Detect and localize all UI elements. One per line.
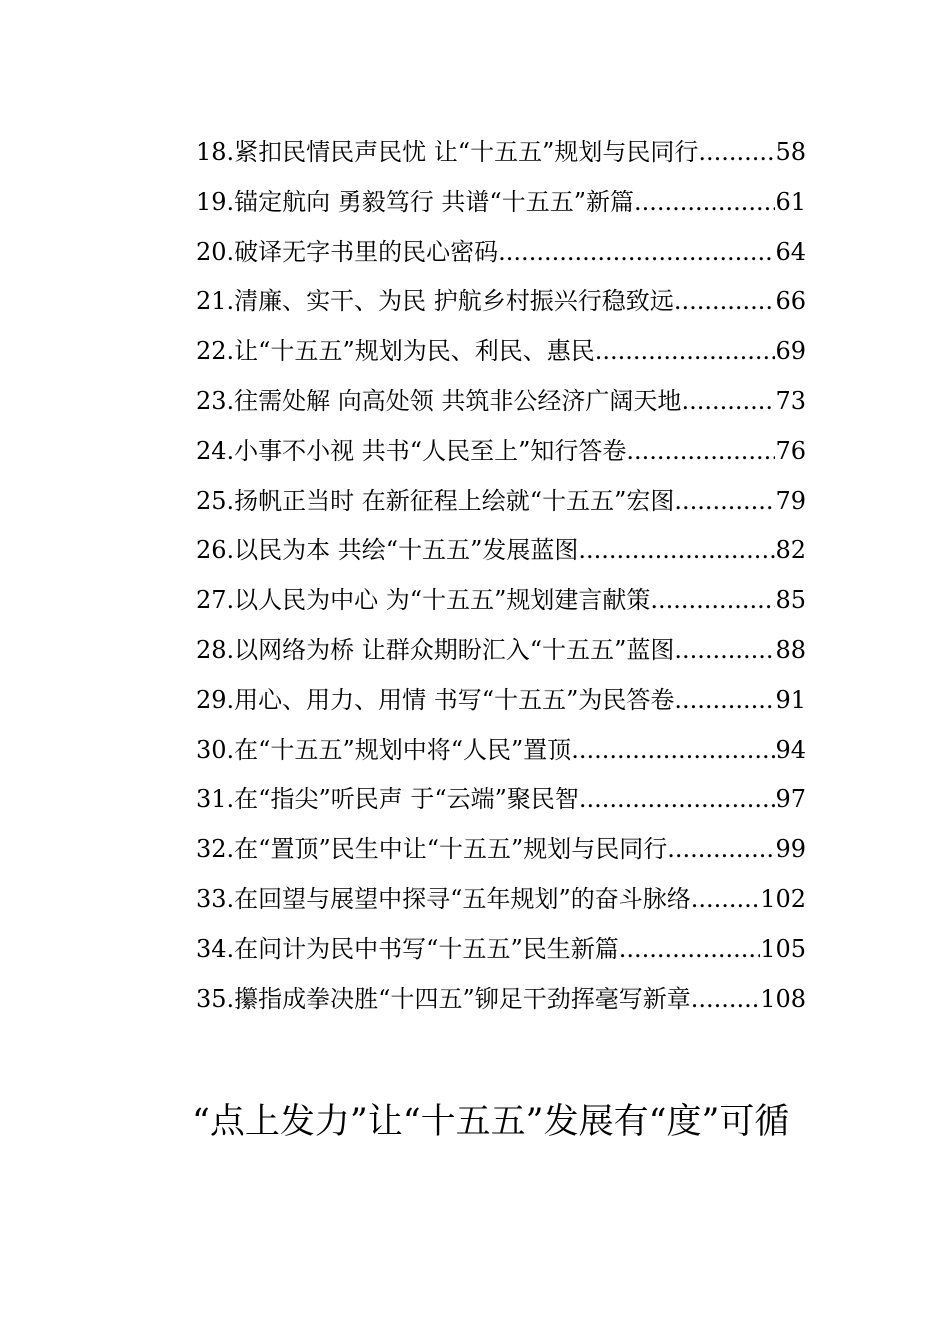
toc-entry[interactable] — [196, 979, 806, 1029]
toc-entry-number: 34. — [196, 934, 235, 963]
toc-dot-leader — [619, 929, 760, 969]
toc-entry-page: 105 — [760, 934, 806, 963]
toc-entry-title: 锚定航向 勇毅笃行 共谱“十五五”新篇 — [234, 187, 634, 216]
toc-entry[interactable] — [196, 281, 806, 331]
table-of-contents — [196, 132, 806, 1028]
toc-entry-title: 扬帆正当时 在新征程上绘就“十五五”宏图 — [234, 486, 675, 515]
toc-entry-number: 21. — [196, 287, 235, 316]
toc-entry-title: 在“指尖”听民声 于“云端”聚民智 — [234, 785, 579, 814]
toc-entry-number: 20. — [196, 237, 235, 266]
toc-entry[interactable] — [196, 779, 806, 829]
toc-entry-title: 在“置顶”民生中让“十五五”规划与民同行 — [234, 835, 668, 864]
toc-dot-leader — [691, 879, 760, 919]
toc-entry-number: 30. — [196, 735, 235, 764]
toc-entry-number: 26. — [196, 536, 235, 565]
toc-dot-leader — [681, 381, 775, 421]
toc-dot-leader — [674, 630, 775, 670]
toc-entry[interactable] — [196, 182, 806, 232]
toc-entry-page: 58 — [775, 138, 806, 166]
toc-entry-number: 33. — [196, 884, 235, 913]
toc-entry-number: 25. — [196, 486, 235, 515]
toc-entry-number: 19. — [196, 187, 235, 216]
toc-entry[interactable] — [196, 431, 806, 481]
toc-entry-page: 99 — [775, 835, 806, 864]
toc-dot-leader — [578, 530, 775, 570]
toc-entry-title: 让“十五五”规划为民、利民、惠民 — [234, 337, 595, 366]
toc-entry[interactable] — [196, 730, 806, 780]
toc-entry-number: 28. — [196, 635, 235, 664]
toc-entry-page: 79 — [775, 486, 806, 515]
toc-entry-title: 在回望与展望中探寻“五年规划”的奋斗脉络 — [234, 884, 691, 913]
toc-dot-leader — [626, 431, 775, 471]
toc-entry-page: 102 — [760, 884, 806, 913]
toc-entry-page: 88 — [775, 635, 806, 664]
toc-entry-number: 29. — [196, 685, 235, 714]
toc-dot-leader — [674, 680, 775, 720]
toc-entry[interactable] — [196, 829, 806, 879]
toc-dot-leader — [595, 331, 776, 371]
toc-entry[interactable] — [196, 879, 806, 929]
toc-entry[interactable] — [196, 481, 806, 531]
toc-entry-number: 35. — [196, 984, 235, 1013]
toc-entry-page: 69 — [775, 337, 806, 366]
toc-entry-page: 66 — [775, 287, 806, 316]
toc-entry[interactable] — [196, 630, 806, 680]
toc-entry[interactable] — [196, 580, 806, 630]
toc-entry[interactable] — [196, 232, 806, 282]
toc-entry[interactable] — [196, 381, 806, 431]
toc-entry-title: 以人民为中心 为“十五五”规划建言献策 — [234, 586, 651, 615]
toc-entry[interactable] — [196, 680, 806, 730]
toc-entry-page: 73 — [775, 386, 806, 415]
section-title: “点上发力”让“十五五”发展有“度”可循 — [192, 1102, 790, 1142]
toc-dot-leader — [571, 730, 775, 770]
toc-entry-number: 24. — [196, 436, 235, 465]
toc-entry-title: 在“十五五”规划中将“人民”置顶 — [234, 735, 572, 764]
toc-entry-page: 64 — [775, 237, 806, 266]
toc-dot-leader — [698, 132, 775, 172]
toc-entry-page: 61 — [775, 187, 806, 216]
toc-dot-leader — [498, 232, 775, 272]
toc-entry-title: 在问计为民中书写“十五五”民生新篇 — [234, 934, 619, 963]
toc-entry-page: 85 — [775, 586, 806, 615]
toc-entry-page: 94 — [775, 735, 806, 764]
toc-entry[interactable] — [196, 331, 806, 381]
toc-entry-title: 小事不小视 共书“人民至上”知行答卷 — [234, 436, 627, 465]
toc-entry-title: 往需处解 向高处领 共筑非公经济广阔天地 — [234, 386, 682, 415]
toc-entry-page: 91 — [775, 685, 806, 714]
toc-entry[interactable] — [196, 929, 806, 979]
toc-entry-page: 108 — [760, 984, 806, 1013]
toc-entry-page: 76 — [775, 436, 806, 465]
toc-entry-number: 27. — [196, 586, 235, 615]
toc-entry-number: 31. — [196, 785, 235, 814]
toc-entry-title: 用心、用力、用情 书写“十五五”为民答卷 — [234, 685, 675, 714]
toc-dot-leader — [674, 281, 776, 321]
toc-entry-title: 攥指成拳决胜“十四五”铆足干劲挥毫写新章 — [234, 984, 691, 1013]
toc-dot-leader — [667, 829, 775, 869]
toc-entry-title: 清廉、实干、为民 护航乡村振兴行稳致远 — [234, 287, 674, 316]
toc-entry-title: 紧扣民情民声民忧 让“十五五”规划与民同行 — [234, 138, 699, 166]
toc-entry[interactable] — [196, 530, 806, 580]
toc-dot-leader — [650, 580, 775, 620]
toc-entry-title: 破译无字书里的民心密码 — [234, 237, 499, 266]
toc-entry-number: 32. — [196, 835, 235, 864]
toc-entry-page: 82 — [775, 536, 806, 565]
toc-entry-page: 97 — [775, 785, 806, 814]
toc-dot-leader — [634, 182, 775, 222]
toc-entry-number: 23. — [196, 386, 235, 415]
toc-entry-title: 以网络为桥 让群众期盼汇入“十五五”蓝图 — [234, 635, 675, 664]
toc-dot-leader — [674, 481, 775, 521]
toc-entry-title: 以民为本 共绘“十五五”发展蓝图 — [234, 536, 579, 565]
toc-dot-leader — [691, 979, 760, 1019]
toc-entry[interactable] — [196, 132, 806, 182]
toc-entry-number: 22. — [196, 337, 235, 366]
toc-entry-number: 18. — [196, 138, 235, 166]
toc-dot-leader — [579, 779, 776, 819]
